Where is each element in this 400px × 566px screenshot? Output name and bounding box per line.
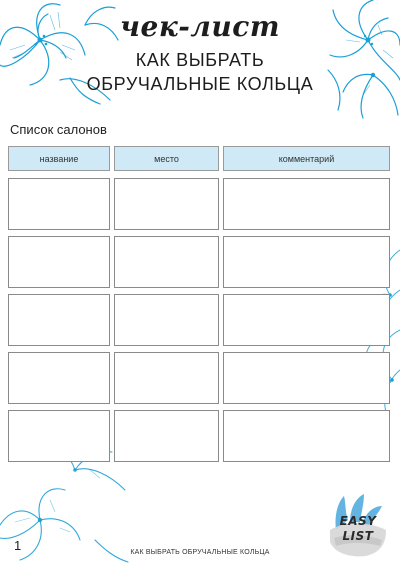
table-cell-place[interactable] (114, 236, 219, 288)
table-cell-comment[interactable] (223, 236, 390, 288)
table-cell-comment[interactable] (223, 352, 390, 404)
table-cell-name[interactable] (8, 410, 110, 462)
logo-text-easy: EASY (339, 514, 377, 528)
table-cell-name[interactable] (8, 236, 110, 288)
page-title-line1: КАК ВЫБРАТЬ (135, 50, 265, 70)
table-cell-comment[interactable] (223, 178, 390, 230)
table-cell-name[interactable] (8, 178, 110, 230)
table-cell-name[interactable] (8, 352, 110, 404)
table-cell-comment[interactable] (223, 410, 390, 462)
easy-list-logo-icon (326, 490, 390, 560)
column-header-place: место (114, 146, 219, 171)
table-cell-place[interactable] (114, 178, 219, 230)
section-label: Список салонов (10, 122, 107, 137)
page-number: 1 (14, 538, 22, 553)
page-script-title: чек-лист (120, 10, 280, 43)
table-cell-comment[interactable] (223, 294, 390, 346)
table-cell-place[interactable] (114, 410, 219, 462)
column-header-name: название (8, 146, 110, 171)
table-cell-name[interactable] (8, 294, 110, 346)
table-cell-place[interactable] (114, 294, 219, 346)
column-header-comment: комментарий (223, 146, 390, 171)
table-cell-place[interactable] (114, 352, 219, 404)
logo-text-list: LIST (342, 529, 374, 543)
footer-text: КАК ВЫБРАТЬ ОБРУЧАЛЬНЫЕ КОЛЬЦА (130, 549, 270, 556)
page-title-line2: ОБРУЧАЛЬНЫЕ КОЛЬЦА (86, 74, 314, 94)
